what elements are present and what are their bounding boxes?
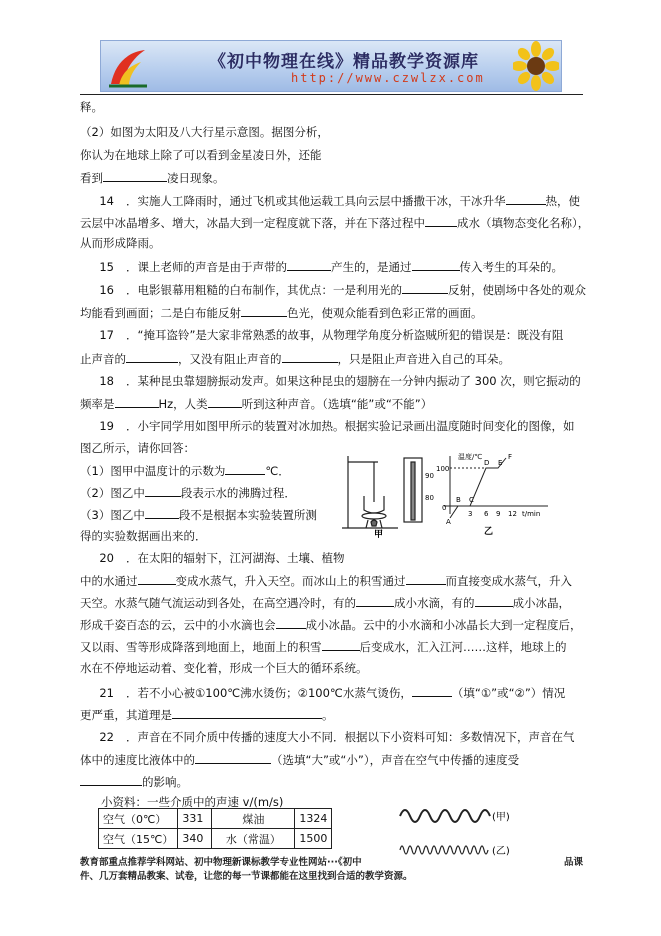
banner-title: 《初中物理在线》精品教学资源库 [209,52,479,72]
text-fragment: ．声音在不同介质中传播的速度大小不同．根据以下小资料可知：多数情况下，声音在气 [126,730,575,744]
text-line [80,484,296,501]
text-fragment: ．“掩耳盗铃”是大家非常熟悉的故事，从物理学角度分析盗贼所犯的错误是：既没有阻 [126,328,564,342]
figure-caption-jia: 甲 [374,530,384,538]
answer-blank[interactable] [402,281,448,294]
text-fragment: 频率是 [80,397,115,411]
answer-blank[interactable] [276,616,306,629]
text-fragment: ，只是阻止声音进入自己的耳朵。 [337,352,510,366]
answer-blank[interactable] [208,395,242,408]
footer-line-2: 件、几万套精品教案、试卷，让您的每一节课都能在这里找到合适的教学资源。 [80,871,413,882]
text-fragment: ．小宇同学用如图甲所示的装置对冰加热。根据实验记录画出温度随时间变化的图像，如 [126,419,575,433]
text-fragment: ，又没有阻止声音的 [178,352,282,366]
text-fragment: 热，使 [545,194,580,208]
answer-blank[interactable] [225,462,265,475]
point-label-b: B [456,496,461,504]
y-tick-0: 0 [442,504,447,512]
temperature-graph-figure [436,450,554,536]
text-fragment: 释。 [80,100,103,114]
text-fragment: （3）图乙中 [80,508,145,522]
answer-blank[interactable] [195,751,271,764]
text-fragment: 更严重，其道理是 [80,708,172,722]
text-fragment: 图乙所示，请你回答： [80,441,195,455]
x-tick-6: 6 [484,510,489,518]
sound-speed-table [98,808,332,849]
text-line [80,773,188,790]
table-cell: 340 [178,829,212,849]
question-number: 17 [99,328,114,342]
text-line [80,99,103,115]
text-fragment: （选填“大”或“小”），声音在空气中传播的速度受 [271,753,520,767]
text-line [80,528,207,544]
text-fragment: 均能看到画面；二是白布能反射 [80,306,241,320]
x-axis-label: t/min [522,510,541,518]
question-15 [80,258,563,275]
text-fragment: 成水（填物态变化名称）， [457,216,590,230]
y-axis-label: 温度/℃ [458,453,483,461]
text-line [80,462,290,479]
waveform-figure [398,800,520,864]
text-fragment: ．实施人工降雨时，通过飞机或其他运载工具向云层中播撒干冰，干冰升华 [126,194,506,208]
answer-blank[interactable] [282,350,338,363]
answer-blank[interactable] [287,258,331,271]
question-14 [80,192,580,209]
thermometer-scale-90: 90 [425,472,434,480]
text-fragment: 止声音的 [80,352,126,366]
text-fragment: ．电影银幕用粗糙的白布制作，其优点：一是利用光的 [126,283,402,297]
table-row [99,809,332,829]
text-fragment: 天空。水蒸气随气流运动到各处，在高空遇冷时，有的 [80,596,356,610]
text-fragment: ℃． [265,464,290,478]
text-fragment: 从而形成降雨。 [80,236,161,250]
text-fragment: ．课上老师的声音是由于声带的 [126,260,287,274]
apparatus-figure [338,452,436,538]
text-fragment: 的影响。 [142,775,188,789]
text-fragment: 段不是根据本实验装置所测 [178,508,317,522]
question-number: 15 [99,260,114,274]
answer-blank[interactable] [145,484,181,497]
text-line [80,506,317,523]
text-line [80,147,322,163]
header-banner [100,40,562,92]
table-cell: 1324 [295,809,332,829]
footer-line-1-right: 品课 [563,857,583,868]
text-line [80,660,368,676]
text-fragment: 中的水通过 [80,574,138,588]
footer-line-1: 教育部重点推荐学科网站、初中物理新课标教学专业性网站···《初中 [80,857,362,868]
text-fragment: 后变成水，汇入江河……这样，地球上的 [359,640,567,654]
wave-label-jia: (甲) [492,812,510,823]
x-tick-12: 12 [508,510,517,518]
header-divider [80,94,583,95]
text-line: 更严重，其道理是 。 [80,708,334,722]
text-fragment: 成小冰晶， [512,596,570,610]
point-label-c: C [469,496,474,504]
table-title: 小资料：一些介质中的声速 v/(m/s) [101,795,284,809]
answer-blank[interactable] [406,572,446,585]
wave-label-yi: (乙) [492,846,510,857]
text-fragment: 形成千姿百态的云，云中的小水滴也会 [80,618,276,632]
text-fragment: （填“①”或“②”）情况 [451,686,566,700]
figure-caption-yi: 乙 [484,527,494,536]
text-fragment: 又以雨、雪等形成降落到地面上，地面上的积雪 [80,640,322,654]
point-label-a: A [446,518,451,526]
question-number: 18 [99,374,114,388]
answer-blank[interactable] [145,506,179,519]
question-number: 14 [99,194,114,208]
question-number: 16 [99,283,114,297]
text-fragment: 体中的速度比液体中的 [80,753,195,767]
text-line [80,616,582,633]
site-logo-icon [105,44,151,90]
text-fragment: （2）如图为太阳及八大行星示意图。据图分析， [80,125,329,139]
text-line [80,235,161,251]
point-label-f: F [508,453,513,461]
table-cell: 1500 [295,829,332,849]
text-fragment: Hz，人类 [158,397,208,411]
question-20 [80,550,345,566]
text-fragment: （2）图乙中 [80,486,145,500]
answer-blank[interactable] [172,706,322,719]
question-22 [80,729,575,745]
answer-blank[interactable] [322,638,360,651]
table-row [99,829,332,849]
answer-blank[interactable] [412,684,452,697]
text-line [80,169,225,186]
answer-blank[interactable] [138,572,176,585]
x-tick-3: 3 [468,510,473,518]
text-fragment: ．在太阳的辐射下，江河湖海、土壤、植物 [126,551,345,565]
y-tick-100: 100 [436,465,450,473]
question-number: 22 [99,730,114,744]
answer-blank[interactable] [425,214,457,227]
text-fragment: ．若不小心被①100℃沸水烫伤；②100℃水蒸气烫伤， [126,686,412,700]
question-21 [80,684,565,701]
text-fragment: ．某种昆虫靠翅膀振动发声。如果这种昆虫的翅膀在一分钟内振动了 300 次，则它振动的 [126,374,581,388]
text-line [80,214,589,231]
text-line [80,350,510,367]
text-fragment: 而直接变成水蒸气，升入 [445,574,572,588]
answer-blank[interactable] [115,395,159,408]
text-fragment: 段表示水的沸腾过程． [180,486,296,500]
text-fragment: 看到 [80,171,103,185]
text-fragment: 云层中冰晶增多、增大，冰晶大到一定程度就下落，并在下落过程中 [80,216,425,230]
text-line [80,440,195,456]
point-label-e: E [498,459,503,467]
text-fragment: 反射，使剧场中各处的观众 [448,283,586,297]
answer-blank[interactable] [241,304,287,317]
text-line [80,638,567,655]
text-fragment: 变成水蒸气，升入天空。而冰山上的积雪通过 [175,574,406,588]
text-fragment: 成小水滴，有的 [394,596,475,610]
text-fragment: 成小冰晶。云中的小水滴和小冰晶长大到一定程度后， [305,618,582,632]
text-line [80,395,432,412]
question-number: 21 [99,686,114,700]
text-fragment: 听到这种声音。（选填“能”或“不能”） [241,397,433,411]
question-16 [80,281,586,298]
table-cell: 331 [178,809,212,829]
text-line [80,304,483,321]
answer-blank[interactable] [412,258,460,271]
answer-blank[interactable] [356,594,394,607]
text-fragment: 传入考生的耳朵的。 [459,260,563,274]
question-number: 19 [99,419,114,433]
table-cell: 空气（0℃） [99,809,178,829]
question-18 [80,373,581,389]
question-number: 20 [99,551,114,565]
text-fragment: （1）图甲中温度计的示数为 [80,464,226,478]
text-fragment: 色光，使观众能看到色彩正常的画面。 [287,306,483,320]
question-17 [80,327,563,343]
answer-blank[interactable] [475,594,513,607]
answer-blank[interactable] [506,192,546,205]
table-cell: 空气（15℃） [99,829,178,849]
table-cell: 煤油 [212,809,295,829]
point-label-d: D [484,459,490,467]
sunflower-icon [513,41,559,91]
thermometer-scale-80: 80 [425,494,434,502]
text-fragment: 水在不停地运动着、变化着，形成一个巨大的循环系统。 [80,661,368,675]
question-19 [80,418,575,434]
answer-blank[interactable] [80,773,142,786]
text-line [80,751,519,768]
x-tick-9: 9 [496,510,501,518]
answer-blank[interactable] [126,350,178,363]
text-fragment: 得的实验数据画出来的． [80,529,207,543]
text-fragment: 产生的，是通过 [331,260,412,274]
text-line [80,124,329,140]
text-fragment: 你认为在地球上除了可以看到金星凌日外，还能 [80,148,322,162]
answer-blank[interactable] [103,169,167,182]
banner-url[interactable]: http://www.czwlzx.com [291,71,485,85]
text-fragment: 凌日现象。 [167,171,225,185]
table-cell: 水（常温） [212,829,295,849]
text-line [80,572,572,589]
text-line [80,594,570,611]
